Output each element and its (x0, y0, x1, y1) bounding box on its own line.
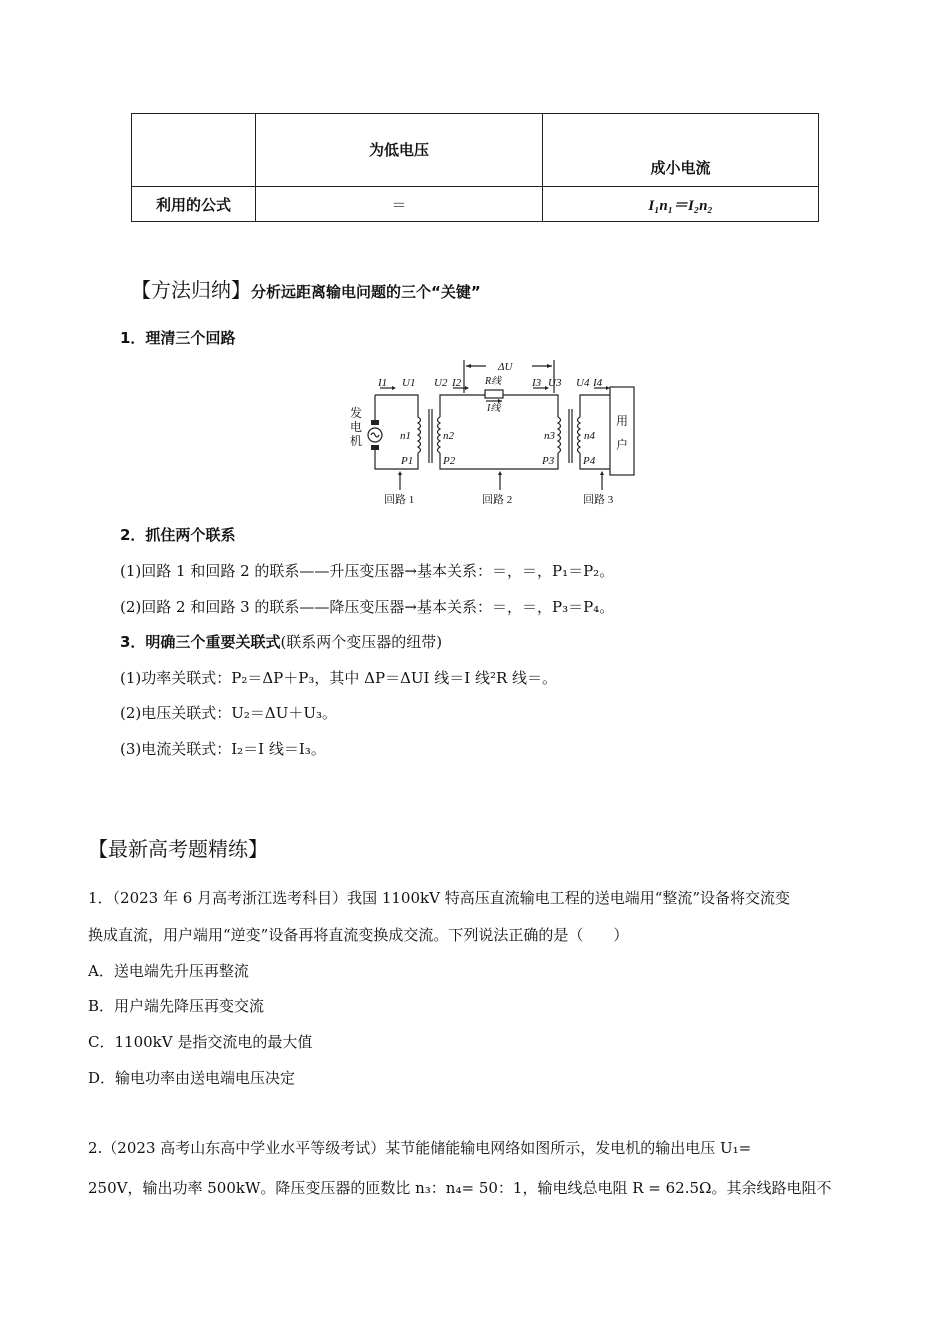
label-P3: P3 (542, 455, 555, 467)
table-cell (132, 114, 256, 187)
label-P2: P2 (443, 455, 456, 467)
label-U2: U2 (434, 377, 448, 389)
q2-line-1: 2.（2023 高考山东高中学业水平等级考试）某节能储能输电网络如图所示，发电机的输出电压 U₁= (88, 1139, 752, 1157)
user-label (616, 414, 631, 452)
exam-section-title: 【最新高考题精练】 (88, 837, 268, 861)
label-r-line: R线 (485, 376, 502, 387)
q2-line-2: 250V，输出功率 500kW。降压变压器的匝数比 n₃：n₄= 50：1，输电线总电阻 R = 62.5Ω。其余线路电阻不 (88, 1179, 832, 1197)
label-delta-u: ΔU (498, 361, 513, 373)
q1-option-a: A．送电端先升压再整流 (88, 962, 249, 980)
label-I1: I1 (378, 377, 388, 389)
loop-2-label: 回路 2 (482, 494, 513, 506)
table-cell: 利用的公式 (132, 187, 256, 222)
label-I3: I3 (532, 377, 542, 389)
table-cell: ＝ (256, 187, 543, 222)
loop-3-label: 回路 3 (583, 494, 614, 506)
q1-line-1: 1．（2023 年 6 月高考浙江选考科目）我国 1100kV 特高压直流输电工程的送电端用“整流”设备将交流变 (88, 889, 791, 907)
label-n4: n4 (584, 430, 595, 442)
user-char: 用 (616, 414, 629, 428)
label-I2: I2 (452, 377, 462, 389)
table-cell: 成小电流 (543, 114, 819, 187)
generator-char: 电 (350, 420, 363, 434)
label-n1: n1 (400, 430, 411, 442)
circuit-diagram (340, 355, 640, 510)
table-cell: I₁n₁＝I₂n₂ (543, 187, 819, 222)
label-U3: U3 (548, 377, 562, 389)
q1-option-b: B．用户端先降压再变交流 (88, 997, 265, 1015)
label-n3: n3 (544, 430, 555, 442)
label-U1: U1 (402, 377, 416, 389)
method-title: 分析远距离输电问题的三个“关键” (251, 283, 481, 301)
label-P1: P1 (401, 455, 414, 467)
label-n2: n2 (443, 430, 454, 442)
transformer-table (131, 113, 819, 222)
item-3 (120, 631, 442, 652)
label-I4: I4 (593, 377, 603, 389)
user-char: 户 (616, 438, 629, 452)
generator-char: 机 (350, 434, 363, 448)
formula-voltage: (2)电压关联式：U₂＝ΔU＋U₃。 (120, 704, 338, 722)
loop-1-label: 回路 1 (384, 494, 415, 506)
q1-option-d: D．输电功率由送电端电压决定 (88, 1069, 296, 1087)
formula-current: (3)电流关联式：I₂＝I 线＝I₃。 (120, 740, 326, 758)
relation-line-b: (2)回路 2 和回路 3 的联系——降压变压器→基本关系：＝，＝，P₃＝P₄。 (120, 598, 615, 616)
generator-char: 发 (350, 406, 363, 420)
item-3-note: (联系两个变压器的纽带) (280, 633, 443, 651)
item-1: 1．理清三个回路 (120, 329, 236, 347)
method-heading (131, 274, 481, 303)
table-cell: 为低电压 (256, 114, 543, 187)
generator-label (350, 405, 365, 448)
formula-power: (1)功率关联式：P₂＝ΔP＋P₃，其中 ΔP＝ΔUI 线＝I 线²R 线＝。 (120, 669, 558, 687)
q1-line-2: 换成直流，用户端用“逆变”设备再将直流变换成交流。下列说法正确的是（ ） (88, 926, 629, 944)
q1-option-c: C．1100kV 是指交流电的最大值 (88, 1033, 313, 1051)
item-3-title: 3．明确三个重要关联式 (120, 633, 281, 651)
relation-line-a: (1)回路 1 和回路 2 的联系——升压变压器→基本关系：＝，＝，P₁＝P₂。 (120, 562, 615, 580)
label-i-line: I线 (487, 403, 501, 414)
label-U4: U4 (576, 377, 590, 389)
item-2: 2．抓住两个联系 (120, 526, 236, 544)
method-bracket-title: 【方法归纳】 (131, 278, 251, 302)
label-P4: P4 (583, 455, 596, 467)
